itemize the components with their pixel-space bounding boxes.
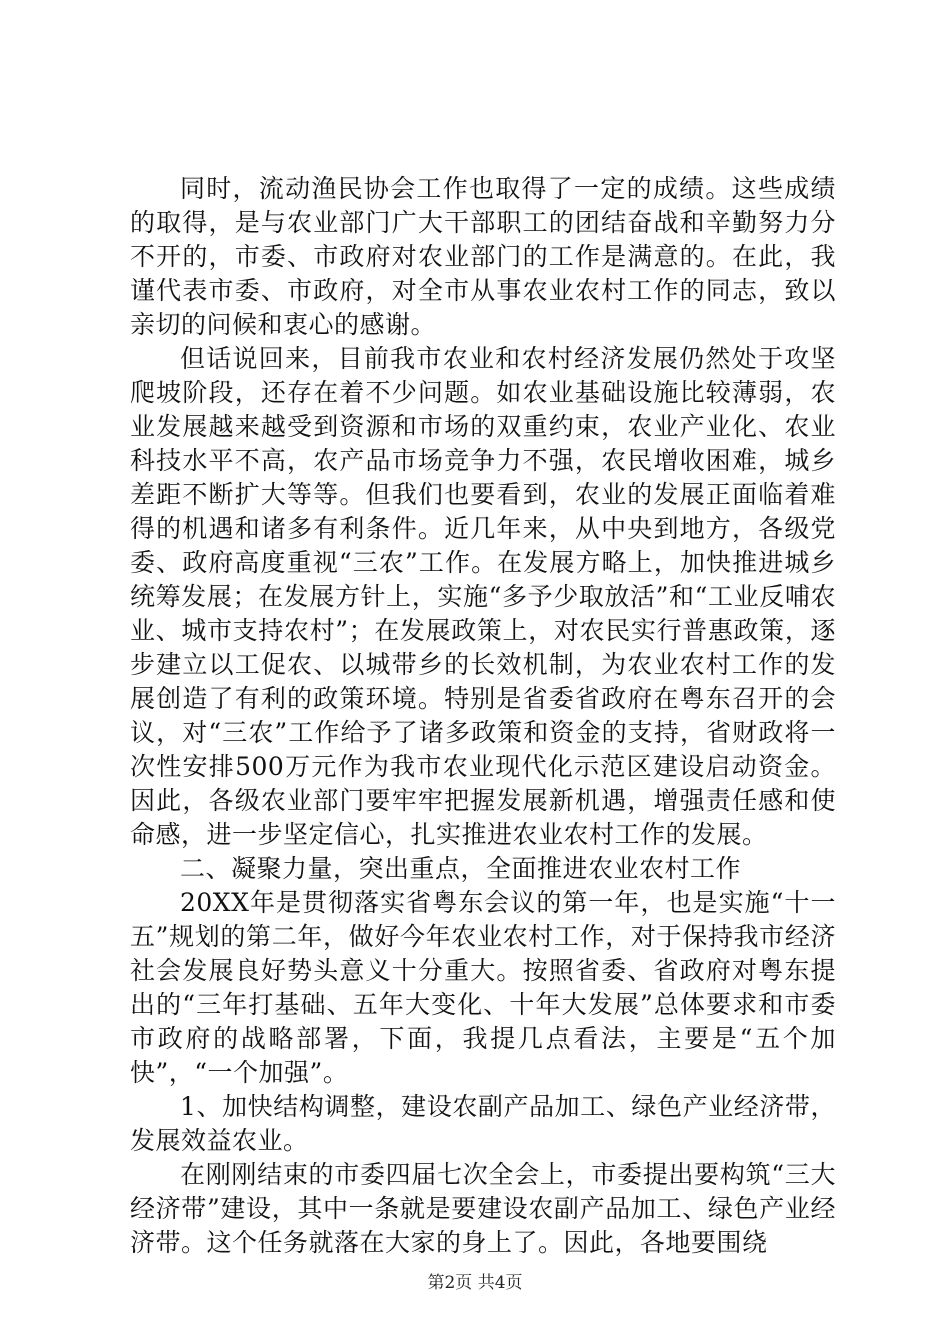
page-number-footer: 第2页 共4页	[427, 1273, 523, 1293]
section-heading-two: 二、凝聚力量，突出重点，全面推进农业农村工作	[180, 854, 742, 883]
paragraph-year-plan: 20XX年是贯彻落实省粤东会议的第一年，也是实施“十一五”规划的第二年，做好今年农业农村工作，对于保持我市经济社会发展良好势头意义十分重大。按照省委、省政府对粤东提出的“三年打基础、五年大变化、十年大发展”总体要求和市委市政府的战略部署，下面，我提几点看法，主要是“五个加快”，“一个加强”。	[130, 888, 836, 1087]
paragraph-economic-belt: 在刚刚结束的市委四届七次全会上，市委提出要构筑“三大经济带”建设，其中一条就是要建设农副产品加工、绿色产业经济带。这个任务就落在大家的身上了。因此，各地要围绕	[130, 1160, 836, 1257]
document-body	[130, 172, 836, 1260]
paragraph-problems-opportunities: 但话说回来，目前我市农业和农村经济发展仍然处于攻坚爬坡阶段，还存在着不少问题。如农业基础设施比较薄弱，农业发展越来越受到资源和市场的双重约束，农业产业化、农业科技水平不高，农产品市场竞争力不强，农民增收困难，城乡差距不断扩大等等。但我们也要看到，农业的发展正面临着难得的机遇和诸多有利条件。近几年来，从中央到地方，各级党委、政府高度重视“三农”工作。在发展方略上，加快推进城乡统筹发展；在发展方针上，实施“多予少取放活”和“工业反哺农业、城市支持农村”；在发展政策上，对农民实行普惠政策，逐步建立以工促农、以城带乡的长效机制，为农业农村工作的发展创造了有利的政策环境。特别是省委省政府在粤东召开的会议，对“三农”工作给予了诸多政策和资金的支持，省财政将一次性安排500万元作为我市农业现代化示范区建设启动资金。因此，各级农业部门要牢牢把握发展新机遇，增强责任感和使命感，进一步坚定信心，扎实推进农业农村工作的发展。	[130, 344, 836, 849]
paragraph-achievements-thanks: 同时，流动渔民协会工作也取得了一定的成绩。这些成绩的取得，是与农业部门广大干部职工的团结奋战和辛勤努力分不开的，市委、市政府对农业部门的工作是满意的。在此，我谨代表市委、市政府，对全市从事农业农村工作的同志，致以亲切的问候和衷心的感谢。	[130, 174, 836, 339]
subheading-item-one: 1、加快结构调整，建设农副产品加工、绿色产业经济带，发展效益农业。	[130, 1092, 836, 1155]
